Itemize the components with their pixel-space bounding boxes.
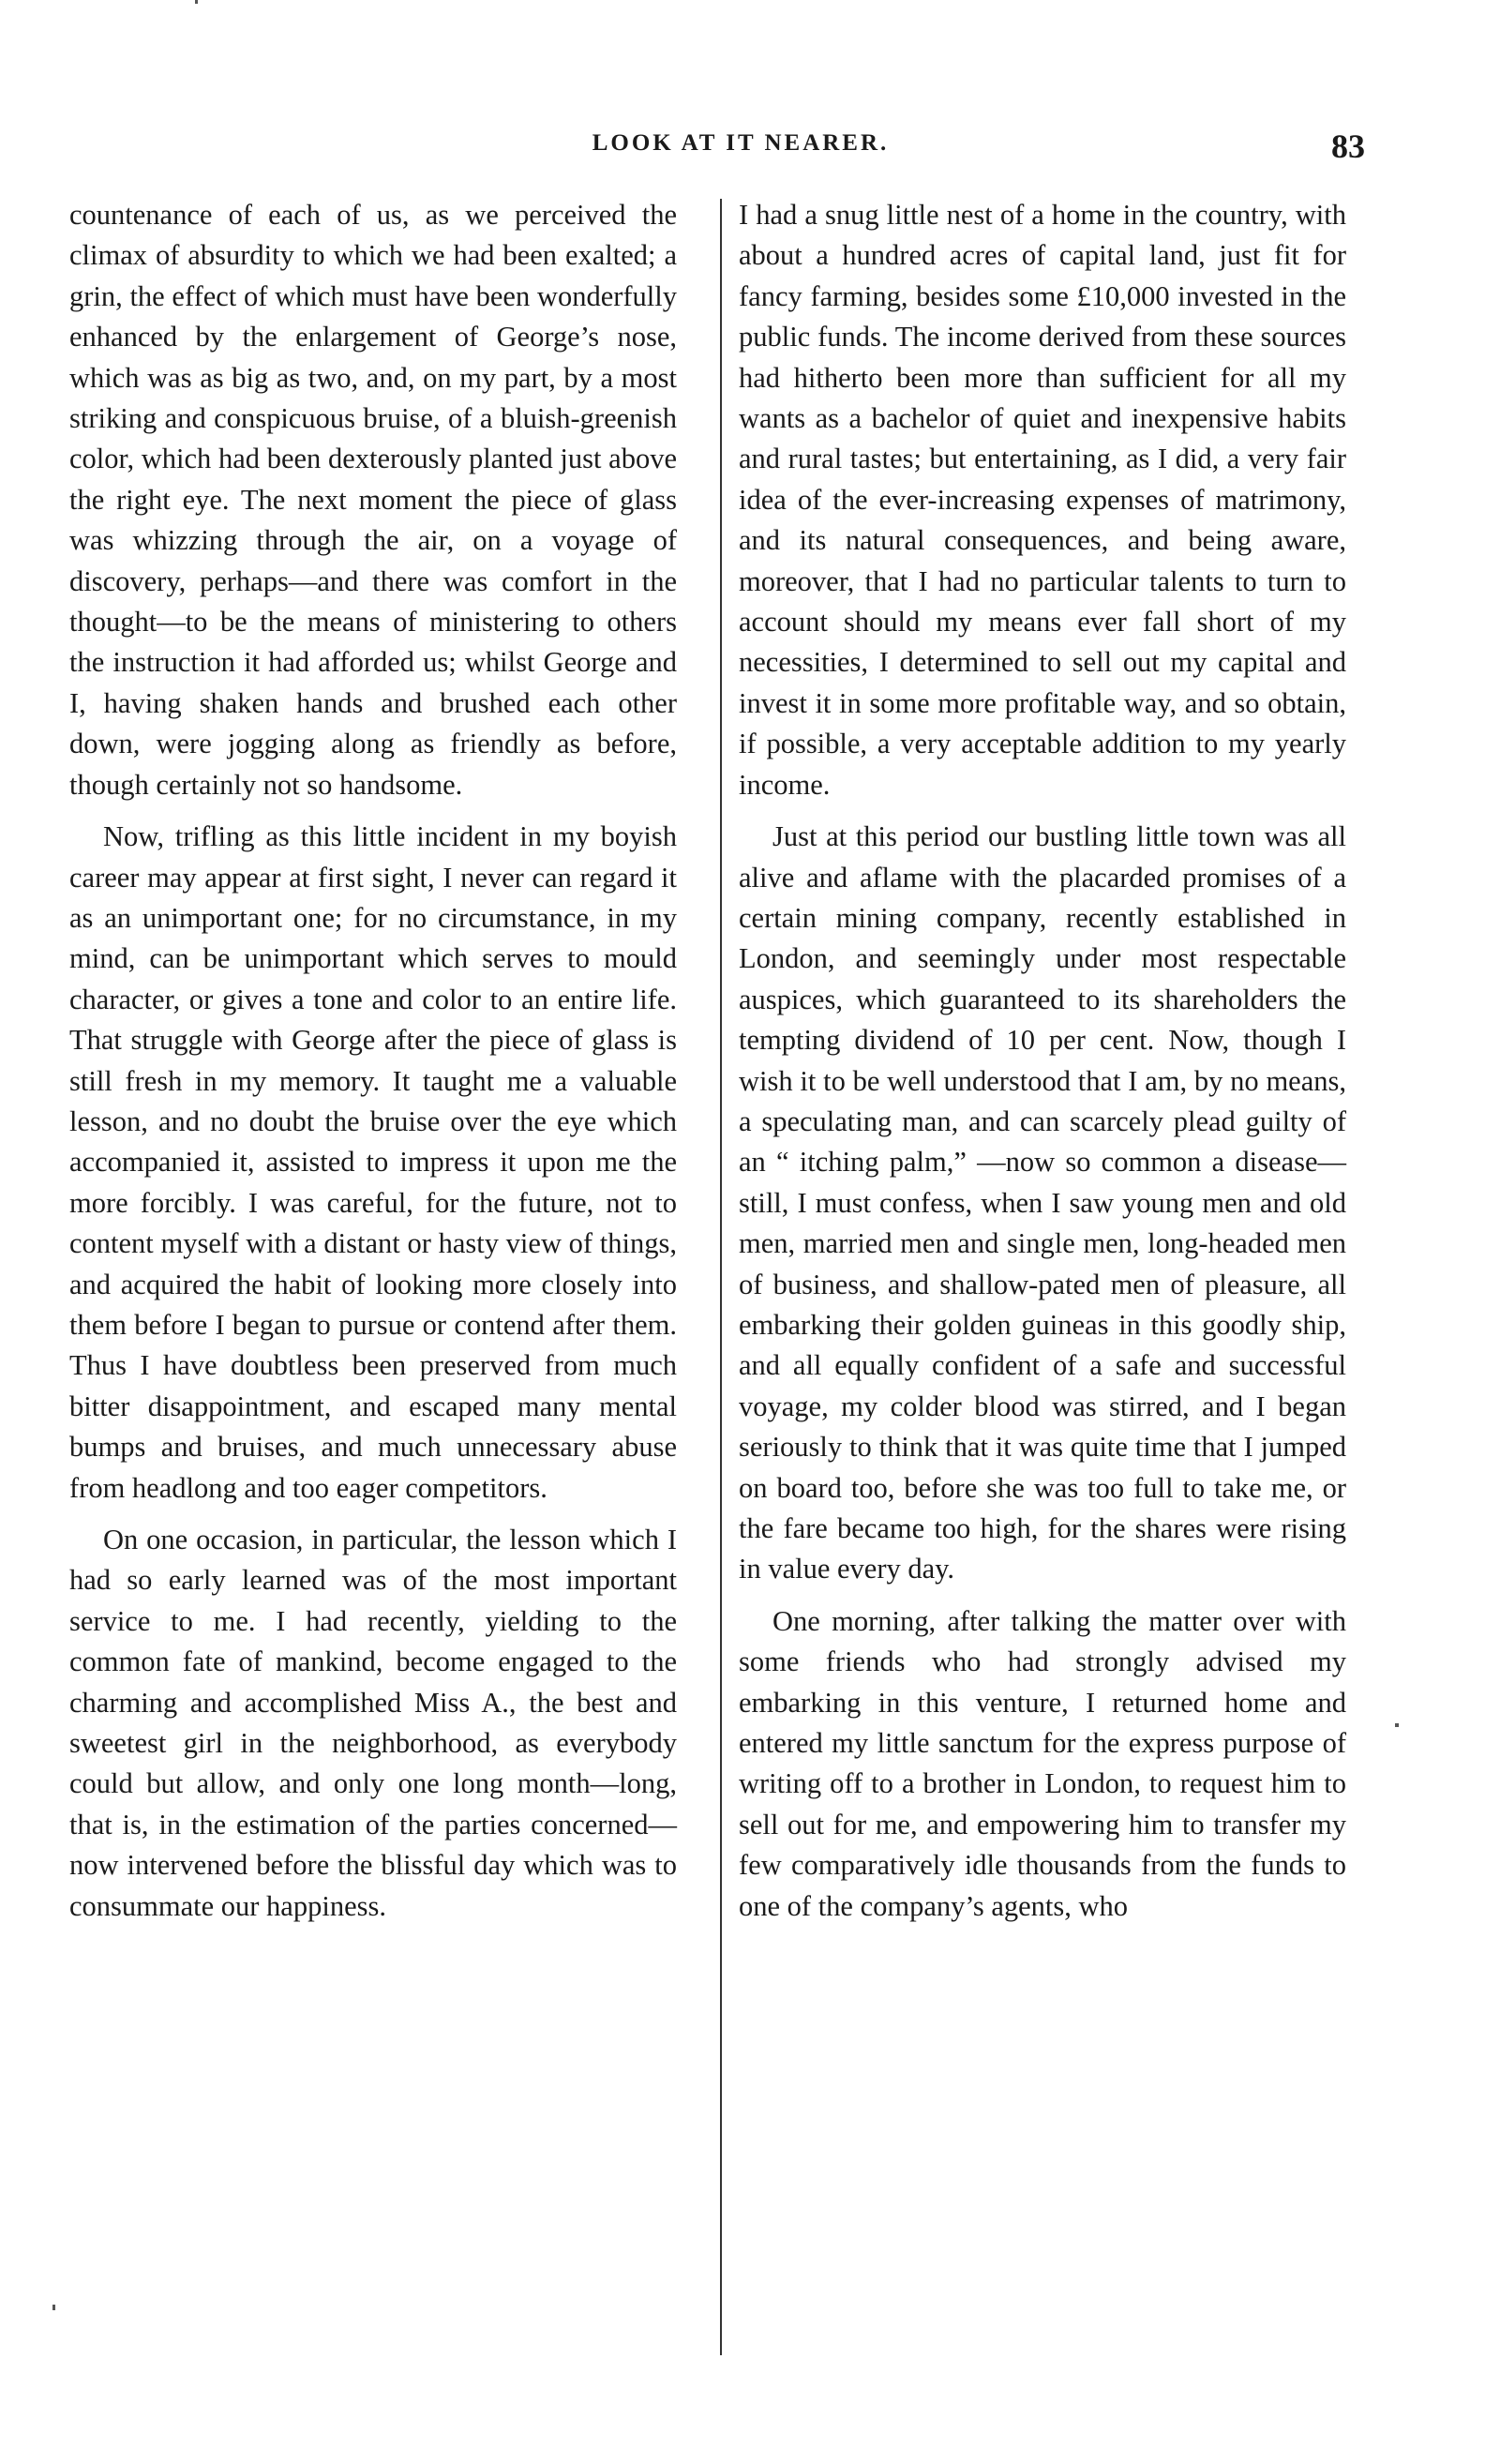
running-title: LOOK AT IT NEARER. bbox=[592, 130, 890, 156]
print-speck bbox=[1395, 1723, 1399, 1727]
page-header bbox=[112, 127, 1369, 173]
page-number: 83 bbox=[1331, 128, 1365, 165]
paragraph: Now, trifling as this little incident in my boyish career may appear at first sight, I never can regard it as an unimportant one; for no circumstance, in my mind, can be unimportant which serves to mould character, or gives a tone and color to an entire life. That struggle with George after the piece of glass is still fresh in my memory. It taught me a valuable lesson, and no doubt the bruise over the eye which accompanied it, assisted to impress it upon me the more forcibly. I was careful, for the future, not to content myself with a distant or hasty view of things, and acquired the habit of looking more closely into them before I began to pursue or contend after them. Thus I have doubtless been preserved from much bitter disappointment, and escaped many mental bumps and bruises, and much unnecessary abuse from headlong and too eager competitors. bbox=[69, 820, 677, 1504]
print-speck bbox=[52, 2305, 55, 2310]
left-column bbox=[69, 195, 677, 1938]
paragraph: countenance of each of us, as we perceived the climax of absurdity to which we had been exalted; a grin, the effect of which must have been wonderfully enhanced by the enlargement of George’s nose, which was as big as two, and, on my part, by a most striking and conspicuous bruise, of a bluish-greenish color, which had been dexterously planted just above the right eye. The next moment the piece of glass was whizzing through the air, on a voyage of discovery, perhaps—and there was comfort in the thought—to be the means of ministering to others the instruction it had afforded us; whilst George and I, having shaken hands and brushed each other down, were jogging along as friendly as before, though certainly not so handsome. bbox=[69, 199, 677, 801]
paragraph: Just at this period our bustling little town was all alive and aflame with the placarded promises of a certain mining company, recently established in London, and seemingly under most respectable auspices, which guaranteed to its shareholders the tempting dividend of 10 per cent. Now, though I wish it to be well understood that I am, by no means, a speculating man, and can scarcely plead guilty of an “ itching palm,” —now so common a disease—still, I must confess, when I saw young men and old men, married men and single men, long-headed men of business, and shallow-pated men of pleasure, all embarking their golden guineas in this goodly ship, and all equally confident of a safe and successful voyage, my colder blood was stirred, and I began seriously to think that it was quite time that I jumped on board too, before she was too full to take me, or the fare became too high, for the shares were rising in value every day. bbox=[739, 820, 1346, 1585]
paragraph: One morning, after talking the matter over with some friends who had strongly advised my embarking in this venture, I returned home and entered my little sanctum for the express purpose of writing off to a brother in London, to request him to sell out for me, and empowering him to transfer my few comparatively idle thousands from the funds to one of the company’s agents, who bbox=[739, 1604, 1346, 1922]
print-speck bbox=[195, 0, 198, 4]
paragraph: I had a snug little nest of a home in the country, with about a hundred acres of capital land, just fit for fancy farming, besides some £10,000 invested in the public funds. The income derived from these sources had hitherto been more than sufficient for all my wants as a bachelor of quiet and inexpensive habits and rural tastes; but entertaining, as I did, a very fair idea of the ever-increasing expenses of matrimony, and its natural consequences, and being aware, moreover, that I had no particular talents to turn to account should my means ever fall short of my necessities, I determined to sell out my capital and invest it in some more profitable way, and so obtain, if possible, a very acceptable addition to my yearly income. bbox=[739, 199, 1346, 801]
right-column bbox=[739, 195, 1346, 1938]
column-divider bbox=[720, 199, 722, 2355]
paragraph: On one occasion, in particular, the lesson which I had so early learned was of the most important service to me. I had recently, yielding to the common fate of mankind, become engaged to the charming and accomplished Miss A., the best and sweetest girl in the neighborhood, as everybody could but allow, and only one long month—long, that is, in the estimation of the parties concerned—now intervened before the blissful day which was to consummate our happiness. bbox=[69, 1524, 677, 1922]
